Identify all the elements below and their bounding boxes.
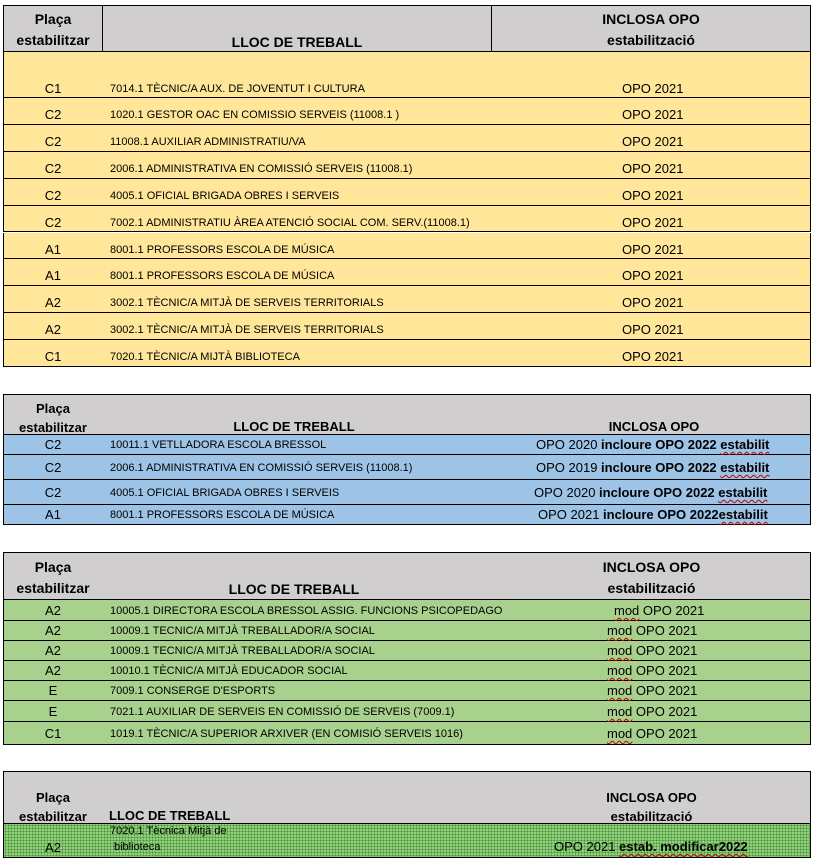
row-lloc: 8001.1 PROFESSORS ESCOLA DE MÚSICA <box>110 270 335 283</box>
table-row <box>3 52 811 98</box>
table-row <box>3 286 811 313</box>
row-opo: OPO 2021 <box>622 187 684 203</box>
row-lloc: 3002.1 TÈCNIC/A MITJÀ DE SERVEIS TERRITORIALS <box>110 297 384 310</box>
row-opo: OPO 2021 <box>622 322 684 338</box>
table-header <box>3 552 811 600</box>
row-opo <box>607 643 697 658</box>
table-header <box>3 394 811 435</box>
row-opo-tag: estabilit <box>718 507 768 522</box>
header-opo: INCLOSA OPO estabilització <box>602 11 700 48</box>
row-opo-action: incloure OPO 2022 <box>601 460 721 475</box>
table-row <box>3 152 811 179</box>
row-lloc: 7021.1 AUXILIAR DE SERVEIS EN COMISSIÓ DE SERVEIS (7009.1) <box>110 706 455 718</box>
row-lloc: 8001.1 PROFESSORS ESCOLA DE MÚSICA <box>110 509 335 521</box>
table-row <box>3 206 811 233</box>
row-lloc: 7009.1 CONSERGE D'ESPORTS <box>110 685 276 697</box>
row-plaza: A2 <box>45 322 61 338</box>
row-opo-mod: mod <box>607 726 633 741</box>
row-opo-year: OPO 2020 <box>534 485 600 500</box>
row-lloc: 4005.1 OFICIAL BRIGADA OBRES I SERVEIS <box>110 189 340 202</box>
table-modify-opo2022 <box>3 771 811 858</box>
row-plaza: A1 <box>45 241 61 257</box>
row-lloc: 1020.1 GESTOR OAC EN COMISSIO SERVEIS (11008.1 ) <box>110 109 400 121</box>
row-opo-action: incloure OPO 2022 <box>601 437 721 452</box>
row-opo: OPO 2021 <box>622 133 684 149</box>
header-plaza: Plaça estabilitzar <box>19 790 87 824</box>
row-opo <box>607 726 697 741</box>
row-plaza: C2 <box>44 160 62 176</box>
table-row <box>3 98 811 125</box>
row-lloc: 10009.1 TECNIC/A MITJÀ TREBALLADOR/A SOCIAL <box>110 645 375 657</box>
row-plaza: C1 <box>44 81 62 96</box>
row-plaza: A2 <box>45 643 61 658</box>
row-opo: OPO 2021 <box>622 268 684 284</box>
row-lloc: 3002.1 TÈCNIC/A MITJÀ DE SERVEIS TERRITORIALS <box>110 324 384 337</box>
header-opo: INCLOSA OPO estabilització <box>602 559 701 596</box>
row-lloc: 10009.1 TECNIC/A MITJÀ TREBALLADOR/A SOCIAL <box>110 625 375 637</box>
row-lloc: 10005.1 DIRECTORA ESCOLA BRESSOL ASSIG. FUNCIONS PSICOPEDAGO <box>110 605 503 617</box>
row-opo-action: incloure OPO 2022 <box>603 507 719 522</box>
row-lloc: 8001.1 PROFESSORS ESCOLA DE MÚSICA <box>110 243 335 256</box>
header-lloc: LLOC DE TREBALL <box>231 34 363 50</box>
table-row <box>3 125 811 152</box>
table-header <box>3 771 811 824</box>
table-row <box>3 455 811 480</box>
header-lloc: LLOC DE TREBALL <box>233 419 355 434</box>
row-opo-mod: mod <box>607 683 633 698</box>
row-opo-action: incloure OPO 2022 <box>599 485 719 500</box>
row-opo-tag: estabilit <box>720 460 770 475</box>
row-opo-tag: estabilit <box>718 485 768 500</box>
row-opo-mod: mod <box>607 643 633 658</box>
row-plaza: C1 <box>44 349 62 365</box>
row-lloc: 11008.1 AUXILIAR ADMINISTRATIU/VA <box>110 135 306 148</box>
row-opo-action: estab. modificar2022 <box>619 839 748 854</box>
header-opo: INCLOSA OPO <box>608 419 700 434</box>
row-opo-mod: mod <box>607 623 633 638</box>
row-opo-year: OPO 2021 <box>632 623 698 638</box>
row-opo-year: OPO 2021 <box>639 603 705 618</box>
row-opo <box>607 704 697 719</box>
row-plaza: E <box>48 683 58 698</box>
row-lloc: 2006.1 ADMINISTRATIVA EN COMISSIÓ SERVEIS (11008.1) <box>110 462 413 474</box>
header-plaza: Plaça estabilitzar <box>19 401 87 435</box>
row-opo <box>534 485 767 500</box>
header-opo: INCLOSA OPO estabilització <box>606 790 697 824</box>
row-opo: OPO 2021 <box>622 349 684 365</box>
row-opo: OPO 2021 <box>622 241 684 257</box>
header-plaza: Plaça estabilitzar <box>16 559 90 596</box>
row-lloc: 4005.1 OFICIAL BRIGADA OBRES I SERVEIS <box>110 487 340 499</box>
table-row <box>3 621 811 641</box>
row-opo-year: OPO 2021 <box>632 663 698 678</box>
row-plaza: A2 <box>45 663 61 678</box>
row-plaza: C2 <box>44 214 62 230</box>
row-plaza: C2 <box>44 107 62 122</box>
row-lloc: 7014.1 TÈCNIC/A AUX. DE JOVENTUT I CULTURA <box>110 83 365 95</box>
row-opo-year: OPO 2021 <box>632 643 698 658</box>
row-plaza: C2 <box>44 187 62 203</box>
row-opo-tag: estabilit <box>720 437 770 452</box>
row-opo-year: OPO 2021 <box>538 507 604 522</box>
row-opo <box>614 603 704 618</box>
row-plaza: C1 <box>44 726 62 741</box>
row-plaza: E <box>48 704 58 719</box>
row-lloc-line2: biblioteca <box>114 841 161 853</box>
header-plaza: Plaça estabilitzar <box>16 11 90 48</box>
row-lloc: 7020.1 TÈCNIC/A MIJTÀ BIBLIOTECA <box>110 351 300 364</box>
row-lloc: 1019.1 TÈCNIC/A SUPERIOR ARXIVER (EN COMISIÓ SERVEIS 1016) <box>110 728 463 740</box>
header-lloc: LLOC DE TREBALL <box>109 808 231 823</box>
table-row <box>3 681 811 701</box>
row-plaza: A2 <box>45 295 61 311</box>
row-plaza: C2 <box>44 485 62 500</box>
row-opo-year: OPO 2021 <box>632 683 698 698</box>
row-plaza: A1 <box>45 507 61 522</box>
row-lloc: 2006.1 ADMINISTRATIVA EN COMISSIÓ SERVEIS (11008.1) <box>110 162 413 175</box>
row-lloc: 10011.1 VETLLADORA ESCOLA BRESSOL <box>110 439 327 451</box>
table-row <box>3 179 811 206</box>
row-opo-year: OPO 2019 <box>536 460 602 475</box>
row-lloc-line1: 7020.1 Tècnica Mitjà de <box>110 825 227 837</box>
row-opo: OPO 2021 <box>622 107 684 122</box>
row-opo-mod: mod <box>614 603 640 618</box>
header-lloc: LLOC DE TREBALL <box>228 581 360 597</box>
row-opo-year: OPO 2021 <box>632 726 698 741</box>
table-header <box>3 5 811 52</box>
table-row <box>3 600 811 621</box>
row-opo <box>607 683 697 698</box>
table-row <box>3 259 811 286</box>
table-stabilization-opo2021 <box>3 5 811 367</box>
row-opo: OPO 2021 <box>622 295 684 311</box>
table-row <box>3 233 811 260</box>
row-opo: OPO 2021 <box>622 81 684 96</box>
table-row <box>3 661 811 681</box>
row-opo <box>536 437 769 452</box>
table-modify-opo2021 <box>3 552 811 745</box>
row-opo-mod: mod <box>607 663 633 678</box>
row-plaza: C2 <box>44 460 62 475</box>
row-opo <box>536 460 769 475</box>
row-opo: OPO 2021 <box>622 214 684 230</box>
table-row <box>3 701 811 722</box>
row-plaza: A2 <box>45 840 61 855</box>
row-plaza: C2 <box>44 133 62 149</box>
row-opo <box>607 663 697 678</box>
row-opo <box>607 623 697 638</box>
row-lloc: 7002.1 ADMINISTRATIU ÀREA ATENCIÓ SOCIAL COM. SERV.(11008.1) <box>110 216 470 229</box>
row-opo-year: OPO 2021 <box>632 704 698 719</box>
row-opo <box>554 839 748 854</box>
row-plaza: C2 <box>44 437 62 452</box>
table-row <box>3 641 811 661</box>
table-row <box>3 824 811 858</box>
row-plaza: A2 <box>45 603 61 618</box>
table-row <box>3 722 811 745</box>
table-row <box>3 480 811 505</box>
row-opo-year: OPO 2021 <box>554 839 620 854</box>
table-row <box>3 340 811 367</box>
row-plaza: A1 <box>45 268 61 284</box>
row-opo-mod: mod <box>607 704 633 719</box>
row-opo-year: OPO 2020 <box>536 437 602 452</box>
table-include-opo2022 <box>3 394 811 525</box>
table-row <box>3 435 811 455</box>
row-opo: OPO 2021 <box>622 160 684 176</box>
table-row <box>3 313 811 340</box>
row-lloc: 10010.1 TÈCNIC/A MITJÀ EDUCADOR SOCIAL <box>110 665 348 677</box>
row-plaza: A2 <box>45 623 61 638</box>
row-opo <box>538 507 768 522</box>
table-row <box>3 505 811 525</box>
